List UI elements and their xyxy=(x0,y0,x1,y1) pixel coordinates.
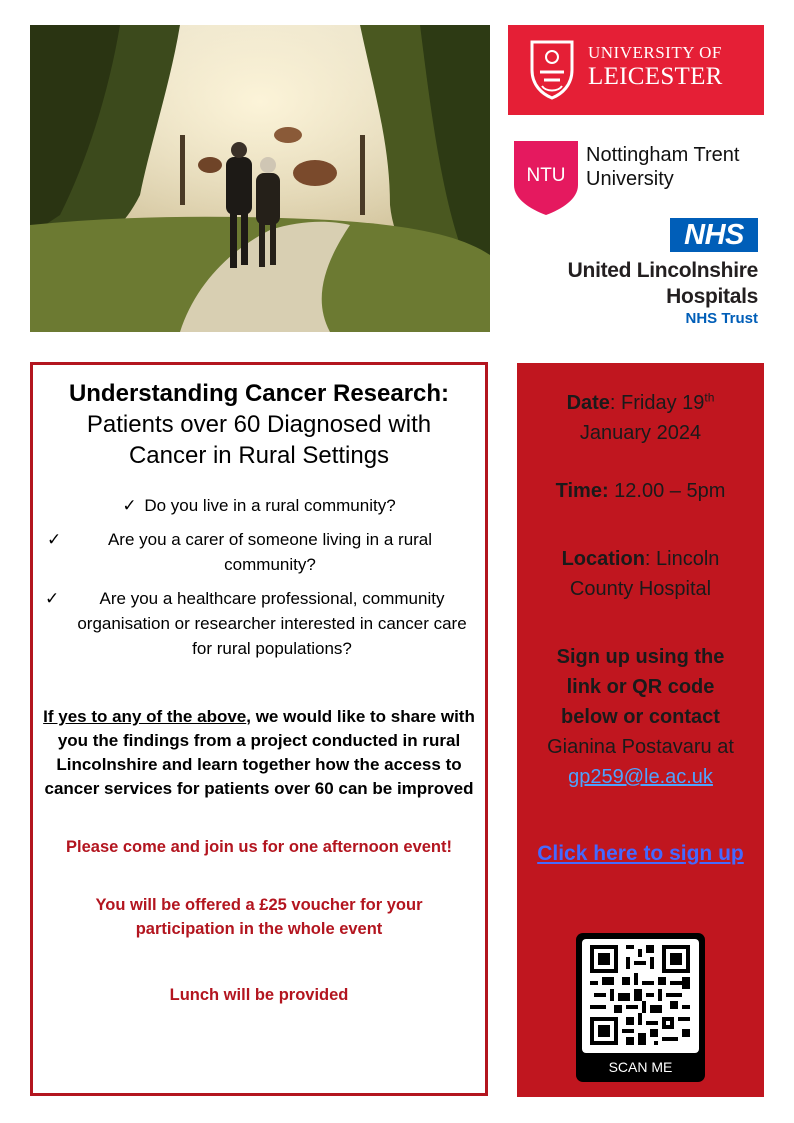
signup-instructions: Sign up using the link or QR code below or contact xyxy=(556,646,725,728)
nhs-line2: Hospitals xyxy=(666,285,758,308)
leicester-line2: LEICESTER xyxy=(588,63,723,90)
check-icon: ✓ xyxy=(47,530,62,549)
time-value: 12.00 – 5pm xyxy=(608,480,726,502)
question-text: Are you a carer of someone living in a rural community? xyxy=(107,530,433,574)
lunch-note: Lunch will be provided xyxy=(169,986,349,1004)
event-location xyxy=(517,544,764,604)
intro-rest: , we would like to share with you the findings from a project conducted in rural Lincolnshire and learn together how the access to cancer services for patients over 60 can be improved xyxy=(44,707,475,798)
join-note: Please come and join us for one afternoon event! xyxy=(66,838,452,856)
nhs-badge: NHS xyxy=(670,218,758,252)
event-date xyxy=(517,388,764,448)
hero-photo xyxy=(30,25,490,332)
ntu-badge-icon xyxy=(514,141,578,215)
university-of-leicester-logo xyxy=(508,25,764,115)
ntu-logo xyxy=(508,138,764,218)
location-value: : Lincoln xyxy=(644,548,720,570)
leicester-line1: UNIVERSITY OF xyxy=(588,43,722,62)
contact-email-link[interactable]: gp259@le.ac.uk xyxy=(568,766,713,788)
flyer-title xyxy=(33,379,485,471)
event-details-panel xyxy=(517,363,764,1097)
date-value-line2: January 2024 xyxy=(579,422,702,444)
date-suffix: th xyxy=(704,390,715,405)
nhs-trust: NHS Trust xyxy=(685,310,758,327)
voucher-note: You will be offered a £25 voucher for your participation in the whole event xyxy=(95,896,423,938)
contact-name: Gianina Postavaru at xyxy=(547,736,734,758)
location-value-line2: County Hospital xyxy=(569,578,712,600)
signup-link[interactable]: Click here to sign up xyxy=(537,842,744,865)
leicester-shield-icon xyxy=(530,40,574,100)
title-subtitle: Patients over 60 Diagnosed with Cancer in Rural Settings xyxy=(86,411,432,469)
question-text: Do you live in a rural community? xyxy=(144,496,396,515)
date-label: Date xyxy=(566,392,610,414)
qr-icon xyxy=(590,945,690,1045)
time-label: Time: xyxy=(555,480,609,502)
qr-label: SCAN ME xyxy=(608,1059,673,1075)
intro-underlined: If yes to any of the above xyxy=(43,707,247,726)
date-value: : Friday 19 xyxy=(609,392,705,414)
question-text: Are you a healthcare professional, community organisation or researcher interested in cancer care for rural populations? xyxy=(77,589,467,658)
check-icon: ✓ xyxy=(45,589,60,608)
list-item xyxy=(33,586,485,661)
check-icon: ✓ xyxy=(122,496,137,515)
qr-code[interactable] xyxy=(576,933,705,1082)
signup-info xyxy=(517,642,764,792)
list-item xyxy=(33,527,485,577)
intro-paragraph xyxy=(43,705,475,801)
ntu-line1: Nottingham Trent xyxy=(586,144,740,166)
info-panel xyxy=(30,362,488,1096)
nhs-ulh-logo xyxy=(508,218,764,330)
ntu-line2: University xyxy=(586,168,674,190)
nhs-line1: United Lincolnshire xyxy=(567,259,758,282)
list-item xyxy=(33,493,485,518)
event-time xyxy=(517,476,764,506)
location-label: Location xyxy=(561,548,645,570)
question-list xyxy=(33,493,485,661)
title-main: Understanding Cancer Research: xyxy=(68,380,450,407)
ntu-badge-text: NTU xyxy=(526,165,566,186)
qr-code-image xyxy=(582,939,699,1053)
